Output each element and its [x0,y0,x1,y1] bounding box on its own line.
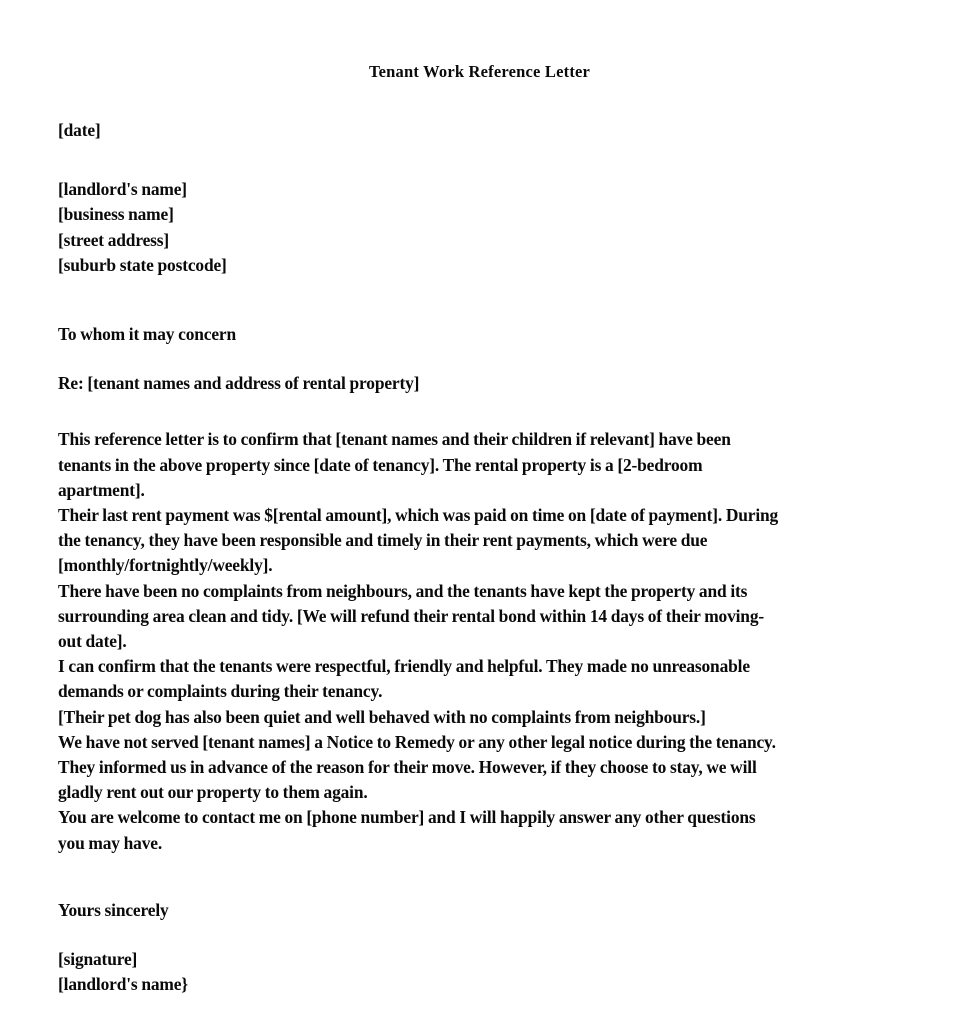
paragraph-contact-details [58,805,924,855]
recipient-address-block [58,177,924,278]
paragraph-line: apartment]. [58,479,145,500]
paragraph-line: [monthly/fortnightly/weekly]. [58,555,273,576]
paragraph-line: demands or complaints during their tenancy. [58,681,383,702]
paragraph-line: I can confirm that the tenants were respectful, friendly and helpful. They made no unreasonable [58,656,750,677]
closing-salutation: Yours sincerely [58,899,169,920]
date-field: [date] [58,120,101,140]
paragraph-line: [Their pet dog has also been quiet and well behaved with no complaints from neighbours.] [58,706,706,727]
paragraph-line: tenants in the above property since [date of tenancy]. The rental property is a [2-bedroom [58,454,703,475]
paragraph-complaints-and-bond [58,579,924,655]
paragraph-pet-dog [58,705,924,730]
paragraph-tenant-conduct [58,654,924,704]
body-paragraphs [58,427,924,855]
paragraph-line: They informed us in advance of the reason for their move. However, if they choose to stay, we will [58,757,757,778]
subject-line: Re: [tenant names and address of rental property] [58,373,420,394]
salutation: To whom it may concern [58,324,237,345]
recipient-landlord-name: [landlord's name] [58,179,187,200]
paragraph-line: There have been no complaints from neighbours, and the tenants have kept the property and its [58,580,748,601]
paragraph-reason-for-move [58,755,924,805]
letter-body [58,118,924,997]
paragraph-tenancy-confirmation [58,427,924,503]
date-block [58,118,924,143]
paragraph-line: This reference letter is to confirm that [tenant names and their children if relevant] have been [58,429,731,450]
paragraph-rent-payments [58,503,924,579]
paragraph-line: the tenancy, they have been responsible and timely in their rent payments, which were due [58,530,708,551]
recipient-street-address: [street address] [58,229,170,250]
paragraph-line: surrounding area clean and tidy. [We will refund their rental bond within 14 days of their moving- [58,605,765,626]
signature-placeholder: [signature] [58,949,138,970]
recipient-suburb-state-postcode: [suburb state postcode] [58,254,227,275]
signature-block [58,947,924,997]
paragraph-notice-to-remedy [58,730,924,755]
signatory-name: [landlord's name} [58,974,189,995]
closing-block [58,898,924,923]
paragraph-line: Their last rent payment was $[rental amount], which was paid on time on [date of payment]. During [58,505,779,526]
paragraph-line: We have not served [tenant names] a Notice to Remedy or any other legal notice during the tenancy. [58,731,776,752]
paragraph-line: You are welcome to contact me on [phone number] and I will happily answer any other questions [58,807,756,828]
salutation-block [58,322,924,347]
subject-block [58,371,924,396]
recipient-business-name: [business name] [58,204,174,225]
paragraph-line: you may have. [58,832,163,853]
paragraph-line: gladly rent out our property to them again. [58,782,368,803]
paragraph-line: out date]. [58,631,127,652]
page-title: Tenant Work Reference Letter [368,62,591,81]
